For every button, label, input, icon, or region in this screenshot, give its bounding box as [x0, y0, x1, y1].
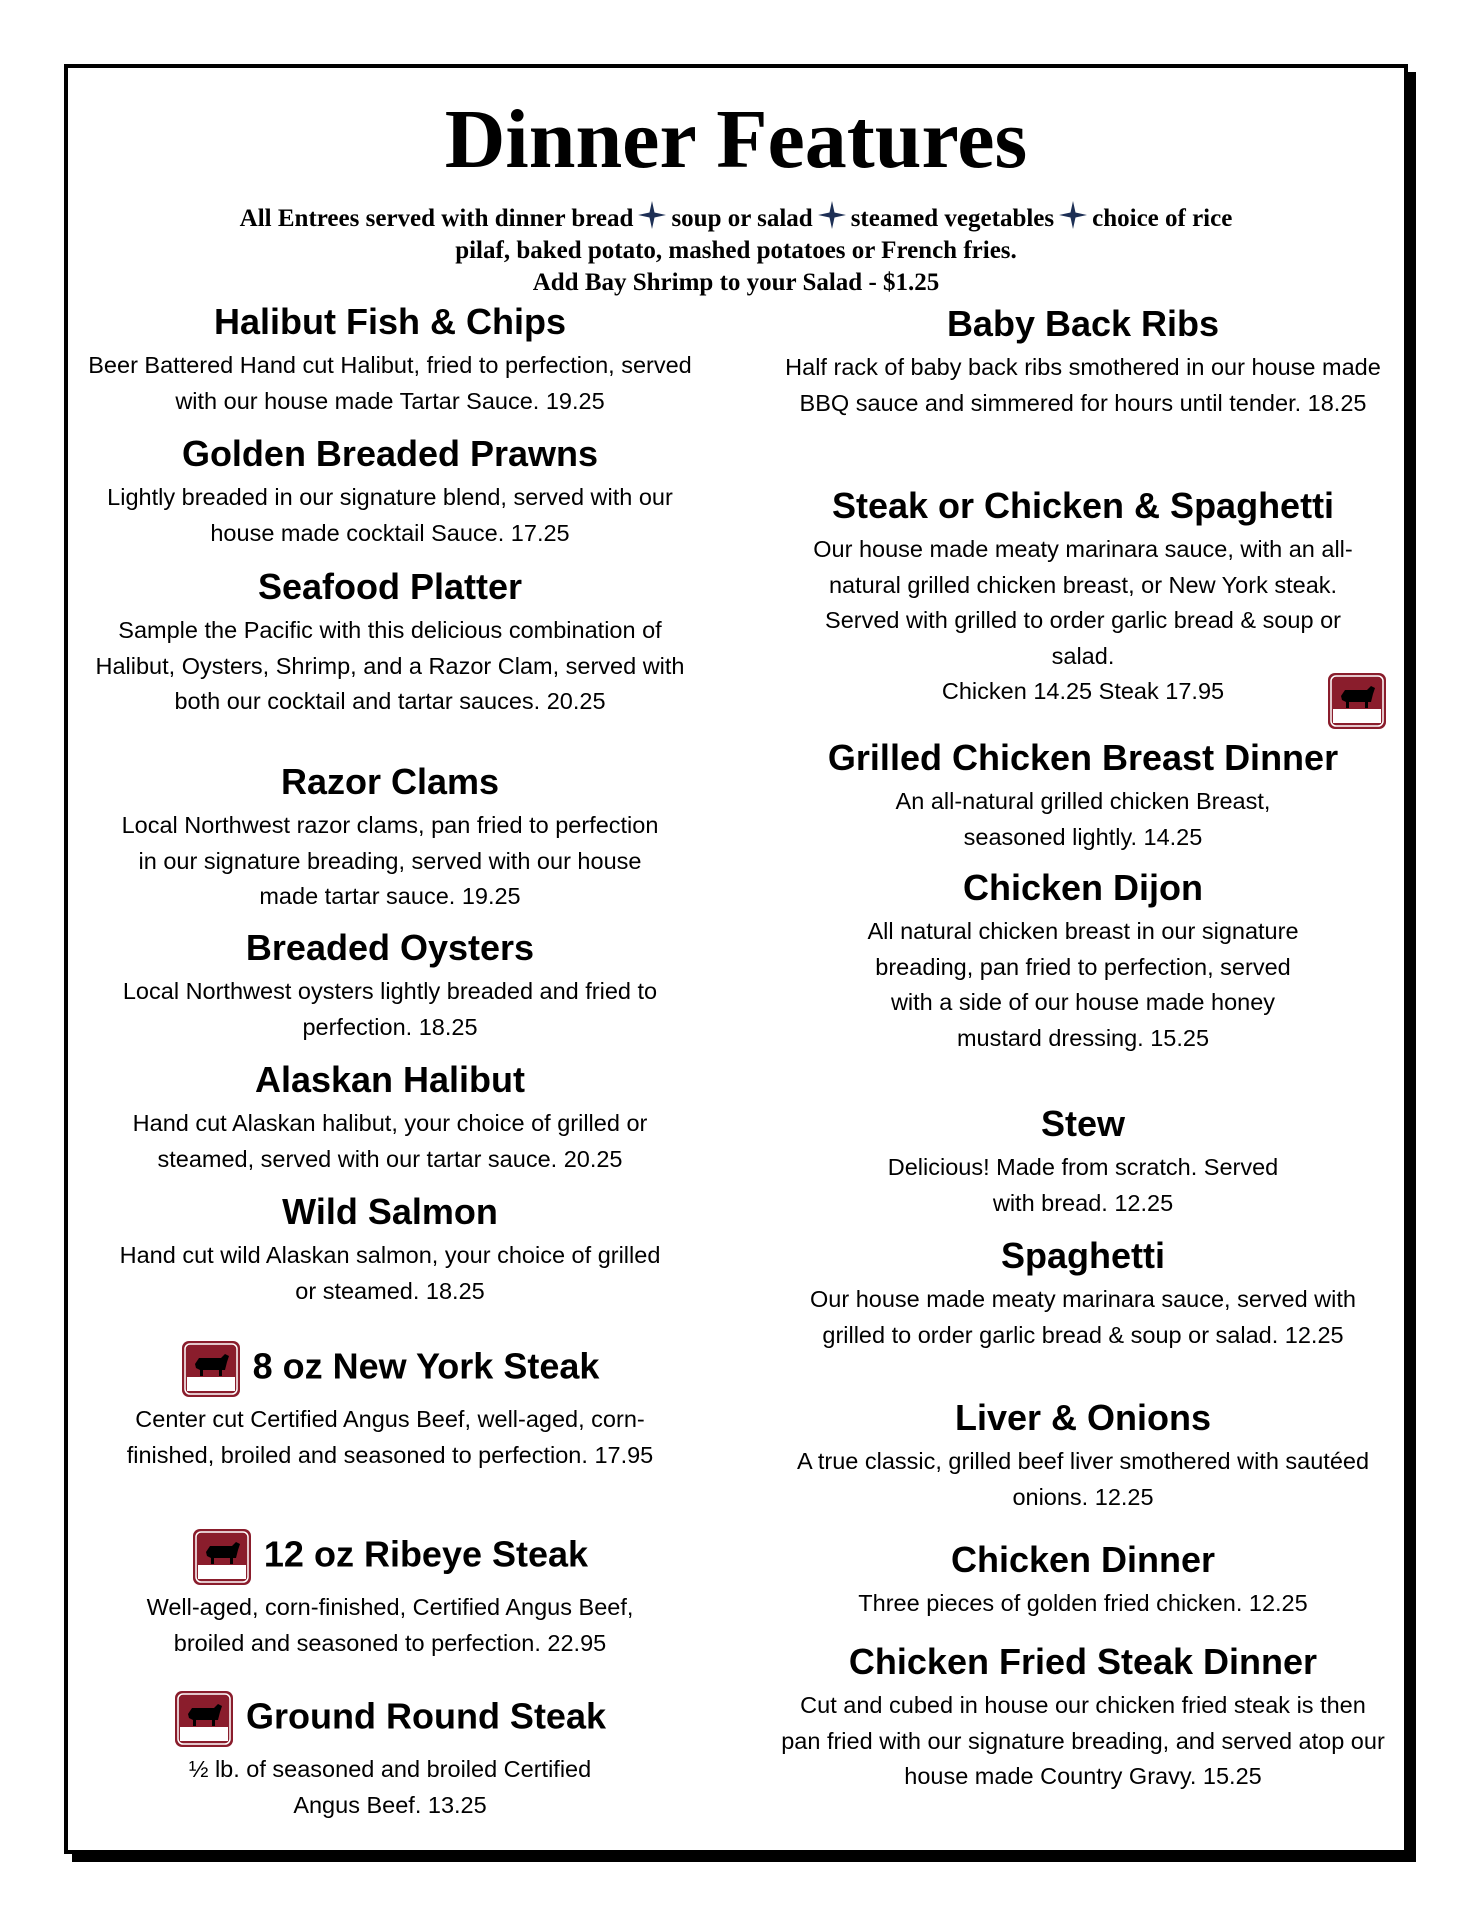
- item-name: [80, 1528, 700, 1586]
- menu-item: [80, 760, 700, 915]
- item-description: An all-natural grilled chicken Breast, seasoned lightly. 14.25: [895, 788, 1271, 850]
- item-name: Chicken Dijon: [962, 867, 1204, 908]
- menu-item: [773, 1234, 1393, 1353]
- menu-item: [773, 484, 1393, 710]
- item-description: Three pieces of golden fried chicken. 12.25: [858, 1590, 1308, 1616]
- certified-angus-beef-logo: [1327, 672, 1387, 730]
- item-name: Wild Salmon: [282, 1191, 498, 1232]
- item-name: Halibut Fish & Chips: [213, 301, 566, 342]
- menu-item: [773, 736, 1393, 855]
- item-name: Breaded Oysters: [245, 927, 535, 968]
- menu-item: [773, 866, 1393, 1056]
- item-name-text: Ground Round Steak: [246, 1695, 606, 1737]
- item-description: Half rack of baby back ribs smothered in our house made BBQ sauce and simmered for hours until tender. 18.25: [785, 354, 1381, 416]
- menu-item: [773, 1396, 1393, 1515]
- star-icon: [637, 200, 667, 230]
- item-name: Seafood Platter: [257, 566, 523, 607]
- item-description: Local Northwest razor clams, pan fried to perfection in our signature breading, served with our house made tartar sauce. 19.25: [121, 812, 659, 909]
- intro-bread: All Entrees served with dinner bread: [239, 205, 634, 232]
- item-description: Our house made meaty marinara sauce, served with grilled to order garlic bread & soup or salad. 12.25: [810, 1286, 1356, 1348]
- item-description: Our house made meaty marinara sauce, with an all-natural grilled chicken breast, or New York steak. Served with grilled to order garlic bread & soup or salad.: [813, 536, 1353, 669]
- certified-angus-beef-logo: [192, 1528, 252, 1586]
- item-name: Razor Clams: [280, 761, 500, 802]
- item-name: Steak or Chicken & Spaghetti: [831, 485, 1335, 526]
- item-name: Liver & Onions: [954, 1397, 1212, 1438]
- item-description: Well-aged, corn-finished, Certified Angus Beef, broiled and seasoned to perfection. 22.95: [146, 1594, 634, 1656]
- item-name: [80, 1340, 700, 1398]
- item-name: Chicken Fried Steak Dinner: [848, 1641, 1318, 1682]
- menu-item: [80, 1690, 700, 1823]
- item-name: Baby Back Ribs: [946, 303, 1220, 344]
- item-description: Delicious! Made from scratch. Served with bread. 12.25: [887, 1154, 1279, 1216]
- item-name: Golden Breaded Prawns: [181, 433, 599, 474]
- item-name: Spaghetti: [1000, 1235, 1165, 1276]
- intro-rice: choice of rice: [1092, 205, 1233, 232]
- item-price-line: Chicken 14.25 Steak 17.95: [941, 678, 1225, 704]
- item-description: Center cut Certified Angus Beef, well-aged, corn-finished, broiled and seasoned to perfection. 17.95: [126, 1406, 654, 1468]
- menu-item: [80, 432, 700, 551]
- menu-item: [80, 1190, 700, 1309]
- item-description: Local Northwest oysters lightly breaded and fried to perfection. 18.25: [122, 978, 658, 1040]
- star-icon: [817, 200, 847, 230]
- intro-line-2: pilaf, baked potato, mashed potatoes or French fries.: [455, 237, 1017, 264]
- menu-item: [773, 1640, 1393, 1795]
- item-name-text: 12 oz Ribeye Steak: [263, 1533, 589, 1575]
- item-description: ½ lb. of seasoned and broiled Certified Angus Beef. 13.25: [188, 1756, 592, 1818]
- item-description: Hand cut wild Alaskan salmon, your choice of grilled or steamed. 18.25: [119, 1242, 661, 1304]
- page-title: Dinner Features: [444, 93, 1028, 186]
- item-name: Chicken Dinner: [950, 1539, 1216, 1580]
- item-name: Stew: [1040, 1103, 1126, 1144]
- menu-item: [773, 1538, 1393, 1622]
- menu-item: [80, 926, 700, 1045]
- menu-item: [80, 300, 700, 419]
- item-description: Sample the Pacific with this delicious combination of Halibut, Oysters, Shrimp, and a Razor Clam, served with both our cocktail and tartar sauces. 20.25: [95, 617, 685, 714]
- menu-item: [80, 1058, 700, 1177]
- menu-item: [80, 1340, 700, 1473]
- intro-line-1: [128, 200, 1344, 235]
- menu-frame: [64, 64, 1408, 1854]
- item-description: A true classic, grilled beef liver smothered with sautéed onions. 12.25: [796, 1448, 1370, 1510]
- menu-item: [773, 1102, 1393, 1221]
- certified-angus-beef-logo: [181, 1340, 241, 1398]
- intro-soup: soup or salad: [671, 205, 813, 232]
- menu-item: [80, 1528, 700, 1661]
- certified-angus-beef-logo: [174, 1690, 234, 1748]
- item-name: [80, 1690, 700, 1748]
- intro-line-3: Add Bay Shrimp to your Salad - $1.25: [532, 269, 940, 296]
- intro-vegetables: steamed vegetables: [850, 205, 1055, 232]
- item-description: All natural chicken breast in our signature breading, pan fried to perfection, served with a side of our house made honey mustard dressing. 15.25: [867, 918, 1299, 1051]
- item-name: Grilled Chicken Breast Dinner: [827, 737, 1339, 778]
- entree-intro: [128, 200, 1344, 299]
- item-description: Lightly breaded in our signature blend, served with our house made cocktail Sauce. 17.25: [107, 484, 673, 546]
- item-name-text: 8 oz New York Steak: [252, 1345, 600, 1387]
- star-icon: [1058, 200, 1088, 230]
- item-description: Cut and cubed in house our chicken fried steak is then pan fried with our signature breading, and served atop our house made Country Gravy. 15.25: [781, 1692, 1385, 1789]
- item-description: Beer Battered Hand cut Halibut, fried to perfection, served with our house made Tartar Sauce. 19.25: [88, 352, 692, 414]
- item-description: Hand cut Alaskan halibut, your choice of grilled or steamed, served with our tartar sauce. 20.25: [132, 1110, 648, 1172]
- item-name: Alaskan Halibut: [254, 1059, 526, 1100]
- menu-item: [80, 565, 700, 720]
- menu-item: [773, 302, 1393, 421]
